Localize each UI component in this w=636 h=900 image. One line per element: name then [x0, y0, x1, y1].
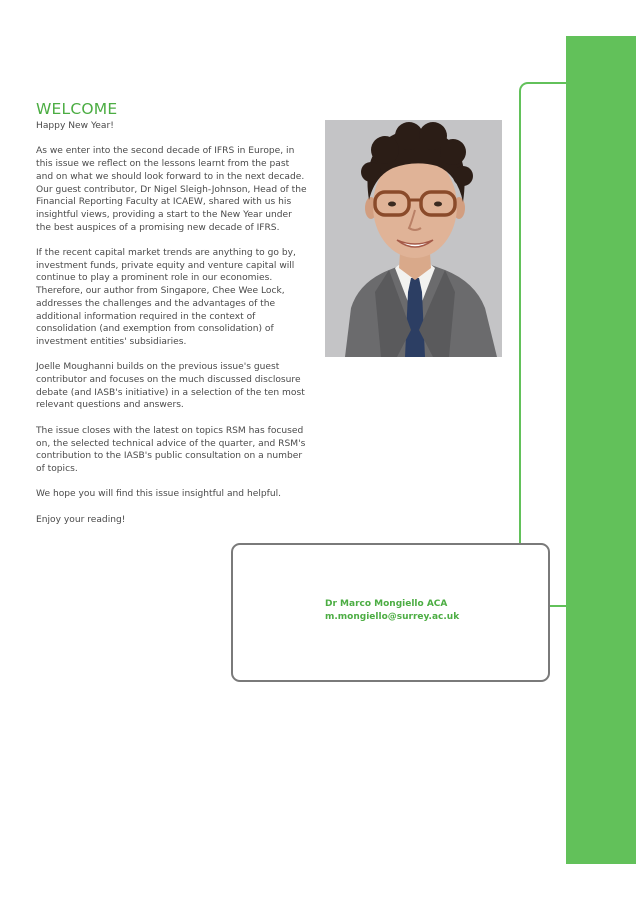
paragraph-greeting: Happy New Year!	[36, 121, 114, 131]
author-portrait	[325, 120, 502, 357]
page-title: WELCOME	[36, 100, 118, 119]
author-contact	[325, 598, 459, 623]
welcome-text	[36, 120, 308, 539]
paragraph-rsm: The issue closes with the latest on topics RSM has focused on, the selected technical advice of the quarter, and RSM's contribution to the IASB's public consultation on a number of topics.	[36, 425, 306, 474]
paragraph-closing: Enjoy your reading!	[36, 514, 126, 525]
author-name: Dr Marco Mongiello ACA	[325, 599, 448, 609]
portrait-illustration	[325, 120, 502, 357]
paragraph-hope: We hope you will find this issue insightful and helpful.	[36, 489, 282, 500]
author-email[interactable]: m.mongiello@surrey.ac.uk	[325, 611, 460, 622]
paragraph-intro: As we enter into the second decade of IFRS in Europe, in this issue we reflect on the lessons learnt from the past and on what we should look forward to in the next decade. Our guest contributor, Dr Nigel Sleigh-Johnson, Head of the Financial Reporting Faculty at ICAEW, shared with us his insightful views, providing a start to the New Year under the best auspices of a promising new decade of IFRS.	[36, 146, 307, 233]
paragraph-investment-entities: If the recent capital market trends are anything to go by, investment funds, private equity and venture capital will continue to play a prominent role in our economies. Therefore, our author from Singapore, Chee Wee Lock, addresses the challenges and the advantages of the additional information required in the context of consolidation (and exemption from consolidation) of investment entities' subsidiaries.	[36, 248, 296, 347]
decorative-green-frame	[519, 82, 636, 607]
paragraph-disclosure: Joelle Moughanni builds on the previous issue's guest contributor and focuses on the much discussed disclosure debate (and IASB's initiative) in a selection of the ten most relevant questions and answers.	[36, 362, 305, 411]
